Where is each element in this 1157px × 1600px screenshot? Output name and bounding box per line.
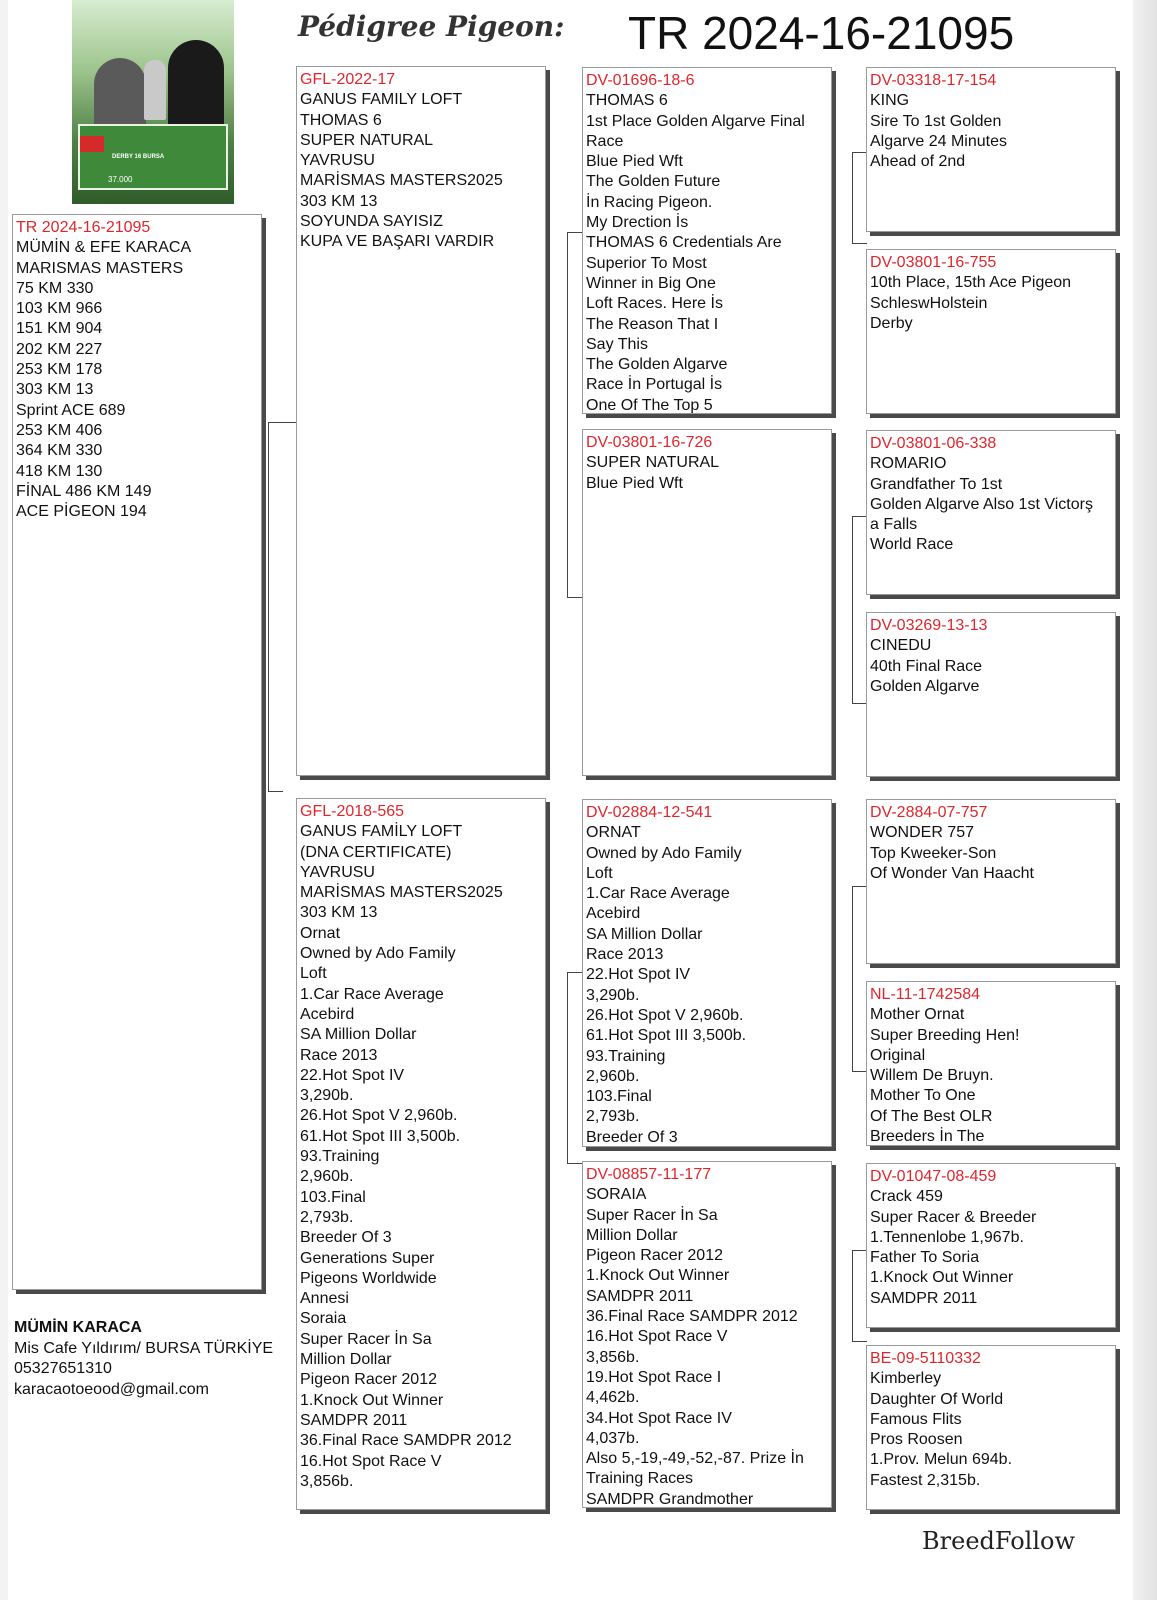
pedigree-line: Blue Pied Wft bbox=[586, 153, 683, 171]
pedigree-line: Original bbox=[870, 1046, 926, 1064]
connector-gd-paternal bbox=[852, 516, 867, 704]
pedigree-line: ORNAT bbox=[586, 824, 641, 842]
page-right-edge bbox=[1133, 0, 1157, 1600]
photo-flag bbox=[80, 136, 104, 152]
pedigree-text bbox=[870, 823, 1112, 884]
pedigree-line: 303 KM 13 bbox=[16, 381, 94, 399]
pedigree-text bbox=[870, 1005, 1112, 1146]
pedigree-line: 103 KM 966 bbox=[16, 300, 103, 318]
pedigree-text bbox=[300, 822, 542, 1492]
owner-email: karacaotoeood@gmail.com bbox=[14, 1380, 210, 1398]
connector-gs-paternal bbox=[852, 152, 867, 244]
pedigree-line: One Of The Top 5 bbox=[586, 396, 713, 414]
pedigree-line: Loft bbox=[300, 965, 327, 983]
pedigree-line: Mother Ornat bbox=[870, 1006, 965, 1024]
pedigree-line: World Race bbox=[870, 536, 954, 554]
pedigree-box-ggp-1 bbox=[866, 67, 1116, 232]
pedigree-text bbox=[16, 238, 258, 522]
pedigree-line: 303 KM 13 bbox=[300, 904, 378, 922]
pedigree-line: Pros Roosen bbox=[870, 1431, 963, 1449]
pedigree-line: 4,037b. bbox=[586, 1429, 640, 1447]
pedigree-line: Soraia bbox=[300, 1310, 347, 1328]
pedigree-line: Mother To One bbox=[870, 1087, 976, 1105]
pedigree-line: 93.Training bbox=[300, 1148, 380, 1166]
pedigree-line: Annesi bbox=[300, 1290, 349, 1308]
connector-sire bbox=[567, 232, 582, 598]
pedigree-line: 3,290b. bbox=[300, 1087, 354, 1105]
pedigree-text bbox=[870, 273, 1112, 334]
pedigree-line: 16.Hot Spot Race V bbox=[300, 1452, 442, 1470]
pedigree-line: 93.Training bbox=[586, 1047, 666, 1065]
pedigree-line: 16.Hot Spot Race V bbox=[586, 1328, 728, 1346]
pedigree-line: 36.Final Race SAMDPR 2012 bbox=[586, 1308, 798, 1326]
pedigree-line: Loft Races. Here İs bbox=[586, 295, 723, 313]
pedigree-line: MÜMİN & EFE KARACA bbox=[16, 239, 192, 257]
ring-number: DV-08857-11-177 bbox=[586, 1166, 712, 1183]
pedigree-line: Million Dollar bbox=[300, 1351, 392, 1369]
owner-address: Mis Cafe Yıldırım/ BURSA TÜRKİYE bbox=[14, 1339, 274, 1357]
pedigree-box-grandsire-maternal bbox=[582, 799, 832, 1147]
pedigree-line: Daughter Of World bbox=[870, 1390, 1004, 1408]
ring-number: DV-03269-13-13 bbox=[870, 617, 988, 634]
pedigree-line: THOMAS 6 bbox=[586, 92, 668, 110]
pedigree-text bbox=[586, 1185, 828, 1508]
pedigree-box-dam bbox=[296, 798, 546, 1510]
photo-amount: 37.000 bbox=[108, 175, 133, 184]
pedigree-line: SUPER NATURAL bbox=[586, 454, 720, 472]
pedigree-line: Pigeons Worldwide bbox=[300, 1269, 437, 1287]
pedigree-line: 40th Final Race bbox=[870, 657, 983, 675]
pedigree-box-ggp-8 bbox=[866, 1345, 1116, 1510]
ring-number: DV-2884-07-757 bbox=[870, 804, 988, 821]
pedigree-line: Breeder Of 3 bbox=[586, 1128, 678, 1146]
page-left-edge bbox=[0, 0, 8, 1600]
pedigree-line: Super Racer & Breeder bbox=[870, 1208, 1037, 1226]
pedigree-line: SAMDPR 2011 bbox=[300, 1411, 408, 1429]
connector-gd-maternal bbox=[852, 1250, 867, 1342]
pedigree-line: 22.Hot Spot IV bbox=[300, 1066, 405, 1084]
pedigree-line: SchleswHolstein bbox=[870, 294, 988, 312]
owner-photo bbox=[72, 0, 234, 204]
pedigree-line: FİNAL 486 KM 149 bbox=[16, 482, 152, 500]
pedigree-line: 4,462b. bbox=[586, 1389, 640, 1407]
pedigree-line: Crack 459 bbox=[870, 1188, 943, 1206]
pedigree-line: Super Breeding Hen! bbox=[870, 1026, 1020, 1044]
pedigree-line: 103.Final bbox=[586, 1088, 652, 1106]
pedigree-line: Algarve 24 Minutes bbox=[870, 132, 1007, 150]
pedigree-line: 1.Knock Out Winner bbox=[300, 1391, 444, 1409]
pedigree-line: 75 KM 330 bbox=[16, 279, 94, 297]
pedigree-line: Pigeon Racer 2012 bbox=[586, 1247, 723, 1265]
pedigree-line: Golden Algarve Also 1st Victorş bbox=[870, 495, 1093, 513]
ring-number: DV-03801-06-338 bbox=[870, 435, 997, 452]
pedigree-line: 3,290b. bbox=[586, 986, 640, 1004]
ring-number: BE-09-5110332 bbox=[870, 1350, 981, 1367]
pedigree-line: 2,793b. bbox=[586, 1108, 640, 1126]
pedigree-line: Fastest 2,315b. bbox=[870, 1471, 981, 1489]
pedigree-text bbox=[870, 454, 1112, 555]
pedigree-line: Golden Algarve bbox=[870, 677, 980, 695]
pedigree-line: 10th Place, 15th Ace Pigeon bbox=[870, 274, 1072, 292]
pedigree-line: Father To Soria bbox=[870, 1249, 980, 1267]
pedigree-box-granddam-maternal bbox=[582, 1161, 832, 1508]
pedigree-line: GANUS FAMILY LOFT bbox=[300, 91, 463, 109]
connector-subject bbox=[268, 422, 283, 792]
pedigree-line: Sprint ACE 689 bbox=[16, 401, 126, 419]
pedigree-line: 303 KM 13 bbox=[300, 192, 378, 210]
pedigree-line: Of Wonder Van Haacht bbox=[870, 864, 1034, 882]
pedigree-box-ggp-5 bbox=[866, 799, 1116, 964]
pedigree-line: 253 KM 406 bbox=[16, 421, 103, 439]
pedigree-line: Superior To Most bbox=[586, 254, 707, 272]
pedigree-line: SA Million Dollar bbox=[300, 1026, 417, 1044]
connector-gs-maternal bbox=[852, 886, 867, 1072]
pedigree-line: 36.Final Race SAMDPR 2012 bbox=[300, 1432, 512, 1450]
pedigree-text bbox=[300, 90, 542, 252]
pedigree-line: Kimberley bbox=[870, 1370, 942, 1388]
pedigree-box-sire bbox=[296, 66, 546, 776]
pedigree-line: SAMDPR 2011 bbox=[586, 1287, 694, 1305]
pedigree-text bbox=[870, 1369, 1112, 1491]
pedigree-line: Sire To 1st Golden bbox=[870, 112, 1002, 130]
pedigree-box-subject bbox=[12, 214, 262, 1290]
pedigree-line: Acebird bbox=[300, 1005, 355, 1023]
pedigree-text bbox=[586, 91, 828, 414]
pedigree-box-granddam-paternal bbox=[582, 429, 832, 776]
ring-number: DV-03801-16-755 bbox=[870, 254, 997, 271]
ring-number: DV-01047-08-459 bbox=[870, 1168, 997, 1185]
ring-number: NL-11-1742584 bbox=[870, 986, 981, 1003]
pedigree-line: 418 KM 130 bbox=[16, 462, 103, 480]
pedigree-text bbox=[870, 1187, 1112, 1309]
pedigree-line: 1.Tennenlobe 1,967b. bbox=[870, 1228, 1024, 1246]
pedigree-line: Top Kweeker-Son bbox=[870, 844, 997, 862]
pedigree-line: Willem De Bruyn. bbox=[870, 1067, 994, 1085]
pedigree-box-ggp-4 bbox=[866, 612, 1116, 777]
pedigree-line: Training Races bbox=[586, 1470, 694, 1488]
pedigree-line: Derby bbox=[870, 314, 913, 332]
pedigree-line: Grandfather To 1st bbox=[870, 475, 1003, 493]
pedigree-box-ggp-3 bbox=[866, 430, 1116, 595]
pedigree-line: Super Racer İn Sa bbox=[586, 1206, 718, 1224]
pedigree-line: 26.Hot Spot V 2,960b. bbox=[300, 1107, 458, 1125]
pedigree-line: 2,960b. bbox=[586, 1067, 640, 1085]
breedfollow-logo: BreedFollow bbox=[922, 1527, 1076, 1555]
pedigree-line: Race bbox=[586, 132, 624, 150]
pedigree-line: a Falls bbox=[870, 516, 918, 534]
pedigree-line: 34.Hot Spot Race IV bbox=[586, 1409, 732, 1427]
pedigree-line: Pigeon Racer 2012 bbox=[300, 1371, 437, 1389]
document-label: Pédigree Pigeon: bbox=[298, 10, 565, 43]
pedigree-line: Loft bbox=[586, 864, 613, 882]
pedigree-line: (DNA CERTIFICATE) bbox=[300, 843, 452, 861]
pedigree-line: 3,856b. bbox=[586, 1348, 640, 1366]
ring-number: GFL-2018-565 bbox=[300, 803, 405, 820]
pedigree-line: 1.Car Race Average bbox=[300, 985, 444, 1003]
pedigree-line: ROMARIO bbox=[870, 455, 947, 473]
pedigree-line: 364 KM 330 bbox=[16, 442, 103, 460]
pedigree-line: 1.Car Race Average bbox=[586, 885, 730, 903]
pedigree-line: THOMAS 6 Credentials Are bbox=[586, 234, 782, 252]
pedigree-line: The Reason That I bbox=[586, 315, 719, 333]
pedigree-line: 61.Hot Spot III 3,500b. bbox=[586, 1027, 747, 1045]
pedigree-line: MARİSMAS MASTERS2025 bbox=[300, 884, 503, 902]
pedigree-line: SAMDPR Grandmother bbox=[586, 1490, 754, 1508]
pedigree-line: Winner in Big One bbox=[586, 274, 716, 292]
pedigree-line: Also 5,-19,-49,-52,-87. Prize İn bbox=[586, 1450, 804, 1468]
pedigree-line: Owned by Ado Family bbox=[586, 844, 742, 862]
pedigree-line: 2,960b. bbox=[300, 1168, 354, 1186]
pedigree-text bbox=[586, 453, 828, 494]
pedigree-line: Blue Pied Wft bbox=[586, 474, 683, 492]
pedigree-text bbox=[870, 91, 1112, 172]
ring-number: DV-02884-12-541 bbox=[586, 804, 713, 821]
pedigree-line: KUPA VE BAŞARI VARDIR bbox=[300, 233, 495, 251]
pedigree-line: 1.Knock Out Winner bbox=[870, 1269, 1014, 1287]
pedigree-line: ACE PİGEON 194 bbox=[16, 503, 147, 521]
pedigree-line: 61.Hot Spot III 3,500b. bbox=[300, 1127, 461, 1145]
pedigree-line: MARISMAS MASTERS bbox=[16, 259, 184, 277]
pedigree-line: SA Million Dollar bbox=[586, 925, 703, 943]
ring-number: GFL-2022-17 bbox=[300, 71, 396, 88]
pedigree-line: Ornat bbox=[300, 924, 341, 942]
pedigree-line: WONDER 757 bbox=[870, 824, 975, 842]
pedigree-box-ggp-6 bbox=[866, 981, 1116, 1146]
pedigree-line: 3,856b. bbox=[300, 1472, 354, 1490]
pedigree-text bbox=[586, 823, 828, 1147]
pedigree-line: KING bbox=[870, 92, 910, 110]
pedigree-line: 151 KM 904 bbox=[16, 320, 103, 338]
owner-name: MÜMİN KARACA bbox=[14, 1319, 142, 1336]
pedigree-line: YAVRUSU bbox=[300, 863, 375, 881]
pedigree-line: Famous Flits bbox=[870, 1410, 962, 1428]
pedigree-line: 2,793b. bbox=[300, 1208, 354, 1226]
pedigree-line: GANUS FAMİLY LOFT bbox=[300, 823, 463, 841]
connector-dam bbox=[567, 972, 582, 1164]
pedigree-line: Race 2013 bbox=[300, 1046, 378, 1064]
pedigree-line: My Drection İs bbox=[586, 214, 689, 232]
pedigree-line: Million Dollar bbox=[586, 1226, 678, 1244]
photo-caption: DERBY 16 BURSA bbox=[112, 154, 165, 160]
ring-number: TR 2024-16-21095 bbox=[16, 219, 151, 236]
pedigree-line: Super Racer İn Sa bbox=[300, 1330, 432, 1348]
pedigree-line: Owned by Ado Family bbox=[300, 945, 456, 963]
document-ring-number: TR 2024-16-21095 bbox=[628, 7, 1015, 59]
pedigree-line: 22.Hot Spot IV bbox=[586, 966, 691, 984]
pedigree-line: Generations Super bbox=[300, 1249, 435, 1267]
pedigree-line: The Golden Algarve bbox=[586, 356, 728, 374]
pedigree-line: 1.Knock Out Winner bbox=[586, 1267, 730, 1285]
pedigree-line: SORAIA bbox=[586, 1186, 647, 1204]
pedigree-line: SUPER NATURAL bbox=[300, 131, 434, 149]
pedigree-line: 253 KM 178 bbox=[16, 361, 103, 379]
pedigree-line: 103.Final bbox=[300, 1188, 366, 1206]
pedigree-line: The Golden Future bbox=[586, 173, 721, 191]
pedigree-line: 1.Prov. Melun 694b. bbox=[870, 1451, 1013, 1469]
pedigree-line: 1st Place Golden Algarve Final bbox=[586, 112, 805, 130]
pedigree-line: Breeders İn The bbox=[870, 1128, 985, 1146]
pedigree-line: SOYUNDA SAYISIZ bbox=[300, 213, 443, 231]
pedigree-box-grandsire-paternal bbox=[582, 67, 832, 414]
owner-contact bbox=[14, 1318, 273, 1400]
pedigree-line: Ahead of 2nd bbox=[870, 153, 966, 171]
pedigree-line: CINEDU bbox=[870, 637, 932, 655]
pedigree-line: Race İn Portugal İs bbox=[586, 376, 723, 394]
pedigree-line: Acebird bbox=[586, 905, 641, 923]
pedigree-line: 19.Hot Spot Race I bbox=[586, 1368, 722, 1386]
pedigree-line: Of The Best OLR bbox=[870, 1107, 993, 1125]
pedigree-line: Race 2013 bbox=[586, 946, 664, 964]
photo-trophy bbox=[144, 60, 166, 120]
ring-number: DV-01696-18-6 bbox=[586, 72, 695, 89]
owner-phone: 05327651310 bbox=[14, 1360, 112, 1377]
pedigree-box-ggp-2 bbox=[866, 249, 1116, 414]
ring-number: DV-03318-17-154 bbox=[870, 72, 997, 89]
pedigree-line: SAMDPR 2011 bbox=[870, 1289, 978, 1307]
ring-number: DV-03801-16-726 bbox=[586, 434, 713, 451]
pedigree-line: MARİSMAS MASTERS2025 bbox=[300, 172, 503, 190]
pedigree-line: İn Racing Pigeon. bbox=[586, 193, 713, 211]
pedigree-line: Say This bbox=[586, 335, 648, 353]
pedigree-line: 26.Hot Spot V 2,960b. bbox=[586, 1006, 744, 1024]
connector-subject-stub bbox=[282, 422, 296, 423]
pedigree-line: THOMAS 6 bbox=[300, 111, 382, 129]
pedigree-line: YAVRUSU bbox=[300, 152, 375, 170]
pedigree-line: Breeder Of 3 bbox=[300, 1229, 392, 1247]
pedigree-line: 202 KM 227 bbox=[16, 340, 103, 358]
pedigree-text bbox=[870, 636, 1112, 697]
pedigree-box-ggp-7 bbox=[866, 1163, 1116, 1328]
